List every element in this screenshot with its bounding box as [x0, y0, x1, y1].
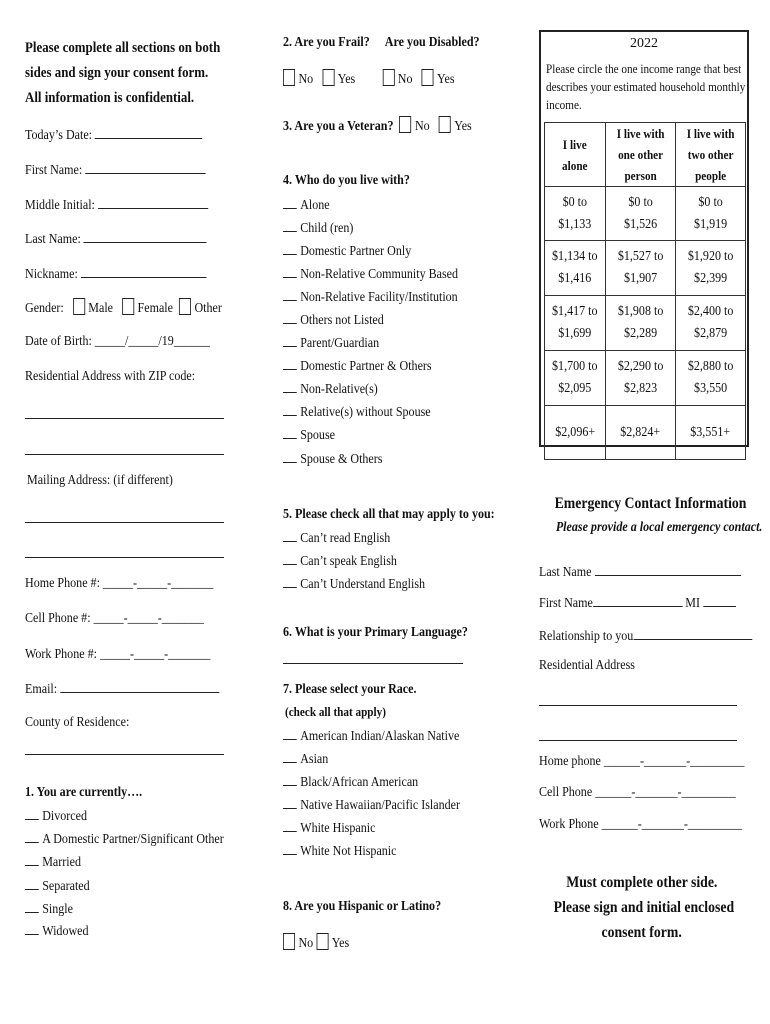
q7-option[interactable]: White Hispanic: [283, 819, 390, 837]
header-two-other: I live with two other people: [675, 123, 745, 187]
income-cell[interactable]: $2,290 to $2,823: [605, 351, 675, 406]
q7-option[interactable]: Native Hawaiian/Pacific Islander: [283, 796, 489, 814]
q8-title: 8. Are you Hispanic or Latino?: [283, 899, 442, 914]
q4-option[interactable]: Non-Relative(s): [283, 380, 393, 398]
todays-date-field[interactable]: Today’s Date:: [25, 126, 231, 144]
q7-subtitle: (check all that apply): [285, 704, 386, 719]
cell-phone-field[interactable]: Cell Phone #: _____-_____-_______: [25, 611, 204, 626]
q4-option[interactable]: Relative(s) without Spouse: [283, 403, 455, 421]
income-cell[interactable]: $0 to $1,526: [605, 187, 675, 241]
ec-relationship-field[interactable]: Relationship to you: [539, 627, 770, 645]
ec-cell-phone-field[interactable]: Cell Phone ______-_______-_________: [539, 785, 736, 800]
frail-no-checkbox[interactable]: [283, 69, 295, 86]
county-label: County of Residence:: [25, 715, 130, 730]
income-cell[interactable]: $1,417 to $1,699: [545, 296, 606, 351]
income-cell[interactable]: $0 to $1,133: [545, 187, 606, 241]
q4-option[interactable]: Domestic Partner Only: [283, 242, 432, 260]
frail-yes-checkbox[interactable]: [322, 69, 334, 86]
income-cell[interactable]: $2,096+: [545, 406, 606, 460]
q2-title: 2. Are you Frail? Are you Disabled?: [283, 35, 480, 50]
q8-options: No Yes: [283, 933, 360, 952]
header-one-other: I live with one other person: [605, 123, 675, 187]
emergency-title: Emergency Contact Information: [554, 495, 747, 512]
mailing-address-line-1[interactable]: [25, 522, 224, 523]
q5-option[interactable]: Can’t read English: [283, 529, 408, 547]
income-cell[interactable]: $2,824+: [605, 406, 675, 460]
residential-address-line-1[interactable]: [25, 418, 224, 419]
residential-address-label: Residential Address with ZIP code:: [25, 369, 196, 384]
income-cell[interactable]: $3,551+: [675, 406, 745, 460]
income-cell[interactable]: $2,880 to $3,550: [675, 351, 745, 406]
q4-option[interactable]: Spouse & Others: [283, 450, 399, 468]
q1-option-widowed[interactable]: Widowed: [25, 922, 99, 940]
q7-option[interactable]: American Indian/Alaskan Native: [283, 727, 488, 745]
middle-initial-field[interactable]: Middle Initial:: [25, 196, 238, 214]
income-description: Please circle the one income range that best describes your estimated household monthly income.: [546, 61, 746, 112]
q5-option[interactable]: Can’t speak English: [283, 552, 416, 570]
primary-language-line[interactable]: [283, 663, 463, 664]
intro-line-1: Please complete all sections on both: [25, 40, 221, 56]
mailing-address-label: Mailing Address: (if different): [27, 473, 173, 488]
q6-title: 6. What is your Primary Language?: [283, 625, 468, 640]
q5-option[interactable]: Can’t Understand English: [283, 575, 448, 593]
county-line[interactable]: [25, 754, 224, 755]
gender-male-checkbox[interactable]: [73, 298, 85, 315]
ec-last-name-field[interactable]: Last Name: [539, 563, 770, 581]
ec-residential-address-label: Residential Address: [539, 658, 635, 673]
ec-home-phone-field[interactable]: Home phone ______-_______-_________: [539, 754, 745, 769]
gender-other-checkbox[interactable]: [179, 298, 191, 315]
ec-work-phone-field[interactable]: Work Phone ______-_______-_________: [539, 817, 743, 832]
income-year: 2022: [630, 36, 658, 51]
mailing-address-line-2[interactable]: [25, 557, 224, 558]
nickname-field[interactable]: Nickname:: [25, 265, 236, 283]
q1-option-separated[interactable]: Separated: [25, 877, 100, 895]
veteran-no-checkbox[interactable]: [400, 116, 412, 133]
q4-option[interactable]: Non-Relative Community Based: [283, 265, 487, 283]
footer-line-1: Must complete other side.: [565, 874, 718, 891]
hispanic-no-checkbox[interactable]: [283, 933, 295, 950]
q1-option-domestic-partner[interactable]: A Domestic Partner/Significant Other: [25, 830, 256, 848]
ec-first-name-field[interactable]: First Name MI: [539, 594, 768, 612]
q7-title: 7. Please select your Race.: [283, 682, 417, 697]
q4-option[interactable]: Domestic Partner & Others: [283, 357, 456, 375]
disabled-no-checkbox[interactable]: [382, 69, 394, 86]
q4-option[interactable]: Parent/Guardian: [283, 334, 395, 352]
intro-line-2: sides and sign your consent form.: [25, 65, 209, 81]
income-cell[interactable]: $1,908 to $2,289: [605, 296, 675, 351]
income-cell[interactable]: $1,920 to $2,399: [675, 241, 745, 296]
emergency-subtitle: Please provide a local emergency contact.: [555, 520, 763, 535]
ec-address-line-2[interactable]: [539, 740, 737, 741]
income-cell[interactable]: $0 to $1,919: [675, 187, 745, 241]
intro-line-3: All information is confidential.: [25, 90, 195, 106]
gender-field: Gender: Male Female Other: [25, 298, 254, 317]
residential-address-line-2[interactable]: [25, 454, 224, 455]
first-name-field[interactable]: First Name:: [25, 161, 235, 179]
q1-option-divorced[interactable]: Divorced: [25, 807, 97, 825]
q4-option[interactable]: Spouse: [283, 426, 343, 444]
q7-option[interactable]: Black/African American: [283, 773, 440, 791]
q1-option-married[interactable]: Married: [25, 853, 90, 871]
last-name-field[interactable]: Last Name:: [25, 230, 236, 248]
q4-option[interactable]: Alone: [283, 196, 337, 214]
income-table: [544, 122, 746, 460]
q5-title: 5. Please check all that may apply to you:: [283, 507, 495, 522]
email-field[interactable]: Email:: [25, 680, 251, 698]
footer-line-2: Please sign and initial enclosed: [553, 899, 735, 916]
q7-option[interactable]: Asian: [283, 750, 336, 768]
ec-address-line-1[interactable]: [539, 705, 737, 706]
income-cell[interactable]: $1,134 to $1,416: [545, 241, 606, 296]
income-table-box: [539, 30, 749, 447]
veteran-yes-checkbox[interactable]: [439, 116, 451, 133]
q3-row: 3. Are you a Veteran? No Yes: [283, 116, 502, 135]
footer-line-3: consent form.: [601, 924, 682, 941]
disabled-yes-checkbox[interactable]: [422, 69, 434, 86]
income-cell[interactable]: $1,700 to $2,095: [545, 351, 606, 406]
q1-title: 1. You are currently….: [25, 785, 143, 800]
q4-option[interactable]: Non-Relative Facility/Institution: [283, 288, 486, 306]
gender-female-checkbox[interactable]: [122, 298, 134, 315]
home-phone-field[interactable]: Home Phone #: _____-_____-_______: [25, 576, 214, 591]
q4-option[interactable]: Child (ren): [283, 219, 365, 237]
q1-option-single[interactable]: Single: [25, 900, 81, 918]
work-phone-field[interactable]: Work Phone #: _____-_____-_______: [25, 647, 211, 662]
income-cell[interactable]: $1,527 to $1,907: [605, 241, 675, 296]
q7-option[interactable]: White Not Hispanic: [283, 842, 415, 860]
hispanic-yes-checkbox[interactable]: [316, 933, 328, 950]
q4-option[interactable]: Others not Listed: [283, 311, 400, 329]
header-live-alone: I live alone: [545, 123, 606, 187]
date-of-birth-field[interactable]: Date of Birth: _____/_____/19______: [25, 334, 210, 349]
q2-options: No Yes No Yes: [283, 69, 483, 88]
income-cell[interactable]: $2,400 to $2,879: [675, 296, 745, 351]
q4-title: 4. Who do you live with?: [283, 173, 410, 188]
